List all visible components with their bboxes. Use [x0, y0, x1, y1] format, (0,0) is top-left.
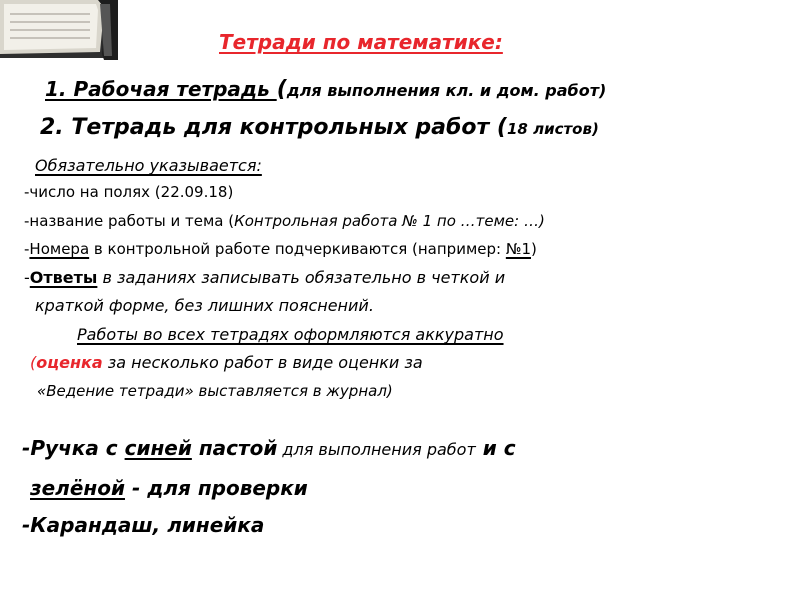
answers-word: Ответы	[29, 268, 98, 287]
numbers-close: )	[531, 240, 537, 258]
answers-dash: -	[24, 268, 30, 287]
required-heading: Обязательно указывается:	[35, 156, 262, 175]
test-notebook-label: 2. Тетрадь для контрольных работ	[40, 115, 497, 140]
pen-line	[22, 438, 516, 458]
journal-line: «Ведение тетради» выставляется в журнал)	[37, 382, 393, 400]
pen-and-with: и с	[475, 436, 516, 460]
open-book-icon	[0, 0, 118, 60]
date-line: -число на полях (22.09.18)	[24, 183, 234, 201]
grade-open: (	[30, 353, 37, 372]
numbers-e: е	[260, 240, 271, 258]
item-workbook	[45, 79, 606, 101]
numbers-mid: в контрольной работ	[89, 240, 261, 258]
numbers-line	[24, 242, 537, 257]
page-title: Тетради по математике:	[219, 30, 503, 54]
pencil-line: -Карандаш, линейка	[22, 513, 265, 537]
workbook-note: для выполнения кл. и дом. работ)	[286, 81, 607, 100]
numbers-word: Номера	[29, 240, 90, 258]
numbers-dash: -	[24, 240, 30, 258]
numbers-example: №1	[505, 240, 531, 258]
pen-paste: пастой	[191, 436, 278, 460]
answers-in-tasks: в заданиях	[97, 268, 197, 287]
green-word: зелёной	[30, 476, 125, 500]
workbook-label: 1. Рабочая тетрадь	[45, 77, 277, 101]
neat-line: Работы во всех тетрадях оформляются аккуратно	[77, 325, 504, 344]
test-notebook-count: 18 листов)	[506, 120, 599, 138]
grade-rest: за несколько работ в виде оценки за	[102, 353, 423, 372]
pen-word: Ручка с	[30, 436, 125, 460]
pen-for: для выполнения работ	[277, 440, 476, 459]
test-notebook-paren: (	[496, 115, 507, 140]
grade-word: оценка	[36, 353, 103, 372]
answers-rest: записывать обязательно в четкой и	[196, 268, 506, 287]
name-line	[24, 214, 545, 229]
grade-line	[30, 355, 423, 371]
pen-dash: -	[22, 436, 31, 460]
green-line	[30, 478, 308, 498]
numbers-tail: подчеркиваются (например:	[270, 240, 506, 258]
answers-line-2: краткой форме, без лишних пояснений.	[35, 296, 374, 315]
pen-blue: синей	[124, 436, 192, 460]
item-test-notebook	[40, 117, 599, 139]
answers-line	[24, 270, 505, 286]
name-line-prefix: -название работы и тема (	[24, 212, 235, 230]
workbook-paren: (	[276, 77, 287, 102]
green-check: - для проверки	[124, 476, 308, 500]
name-line-example: Контрольная работа № 1 по …теме: …)	[234, 212, 545, 230]
